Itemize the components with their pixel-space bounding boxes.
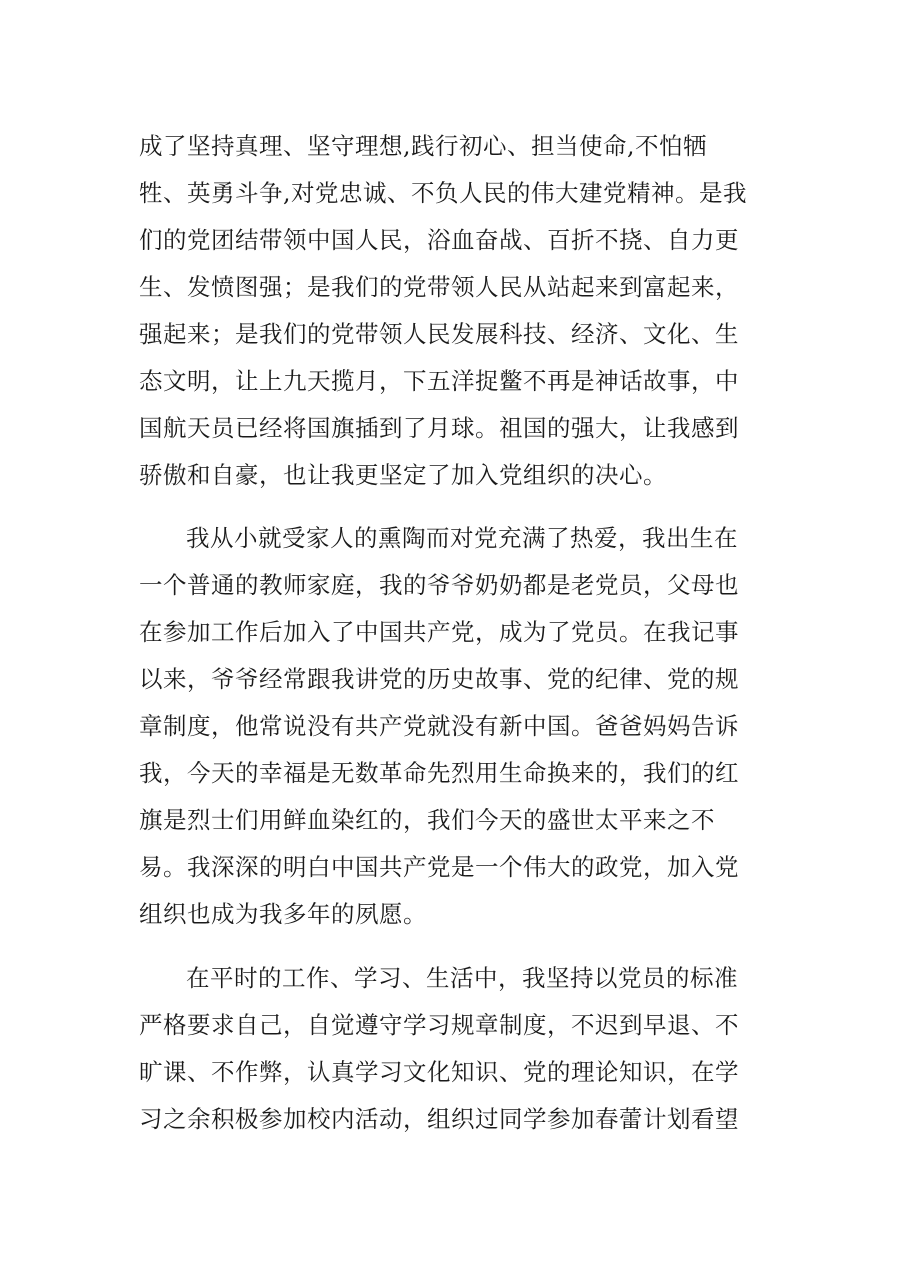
text-line: 旷课、不作弊，认真学习文化知识、党的理论知识，在学 — [139, 1058, 739, 1086]
text-line: 组织也成为我多年的夙愿。 — [139, 900, 427, 928]
text-line: 生、发愤图强；是我们的党带领人民从站起来到富起来， — [139, 273, 739, 301]
text-line: 习之余积极参加校内活动，组织过同学参加春蕾计划看望 — [139, 1105, 739, 1133]
text-line: 强起来；是我们的党带领人民发展科技、经济、文化、生 — [139, 320, 739, 348]
text-line: 以来，爷爷经常跟我讲党的历史故事、党的纪律、党的规 — [139, 665, 739, 693]
text-line: 严格要求自己，自觉遵守学习规章制度，不迟到早退、不 — [139, 1011, 739, 1039]
text-line: 在参加工作后加入了中国共产党，成为了党员。在我记事 — [139, 618, 739, 646]
text-line: 国航天员已经将国旗插到了月球。祖国的强大，让我感到 — [139, 414, 739, 442]
text-line: 骄傲和自豪，也让我更坚定了加入党组织的决心。 — [139, 461, 667, 489]
text-line: 一个普通的教师家庭，我的爷爷奶奶都是老党员，父母也 — [139, 571, 739, 599]
text-line: 牲、英勇斗争,对党忠诚、不负人民的伟大建党精神。是我 — [139, 179, 747, 207]
text-line: 们的党团结带领中国人民，浴血奋战、百折不挠、自力更 — [139, 226, 739, 254]
text-line: 成了坚持真理、坚守理想,践行初心、担当使命,不怕牺 — [139, 132, 707, 160]
text-line: 在平时的工作、学习、生活中，我坚持以党员的标准 — [186, 964, 738, 992]
text-line: 章制度，他常说没有共产党就没有新中国。爸爸妈妈告诉 — [139, 712, 739, 740]
text-line: 态文明，让上九天揽月，下五洋捉鳖不再是神话故事，中 — [139, 367, 739, 395]
text-line: 易。我深深的明白中国共产党是一个伟大的政党，加入党 — [139, 853, 739, 881]
text-line: 旗是烈士们用鲜血染红的，我们今天的盛世太平来之不 — [139, 806, 715, 834]
text-line: 我从小就受家人的熏陶而对党充满了热爱，我出生在 — [186, 524, 738, 552]
text-line: 我，今天的幸福是无数革命先烈用生命换来的，我们的红 — [139, 759, 739, 787]
